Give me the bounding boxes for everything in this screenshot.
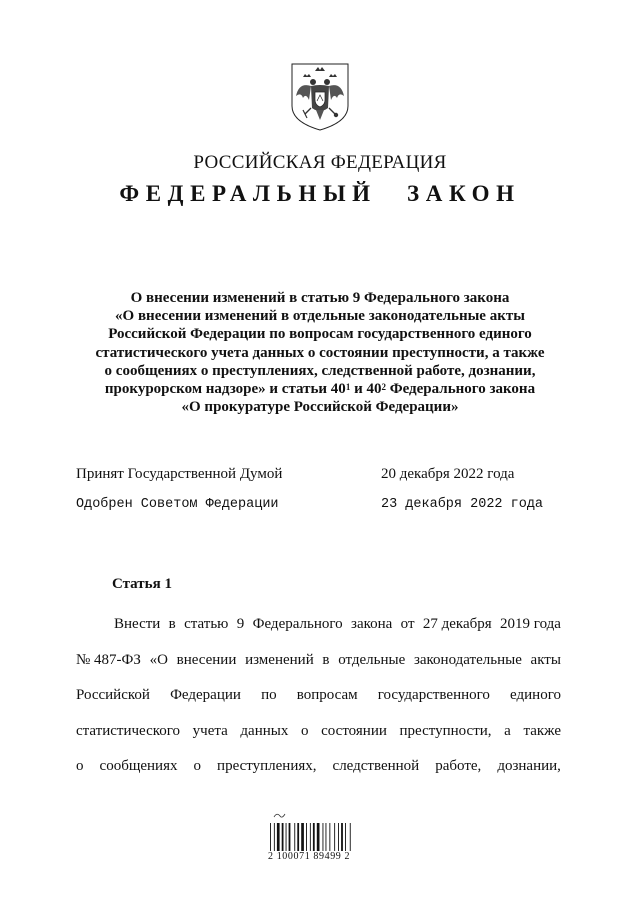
article-heading: Статья 1: [112, 576, 172, 592]
paragraph-word: преступлениях,: [217, 758, 317, 774]
paragraph-line: [76, 749, 561, 785]
paragraph-word: от: [400, 616, 415, 632]
barcode-bar: [341, 823, 343, 851]
barcode-bar: [317, 823, 320, 851]
law-title: [80, 289, 560, 416]
paragraph-word: внесении: [176, 651, 237, 668]
council-label: Одобрен Советом Федерации: [76, 497, 279, 512]
barcode-bar: [326, 823, 327, 851]
law-title-line: Российской Федерации по вопросам государственного единого: [108, 326, 532, 343]
paragraph-word: также: [523, 722, 561, 739]
barcode-bar: [338, 823, 339, 851]
barcode-bar: [270, 823, 271, 851]
law-title-part: и 40: [350, 381, 382, 398]
document-type: [0, 181, 640, 207]
paragraph-word: 2019 года: [500, 616, 561, 632]
barcode-bar: [282, 823, 284, 851]
country-name: РОССИЙСКАЯ ФЕДЕРАЦИЯ: [193, 152, 447, 173]
paragraph-word: № 487-ФЗ: [76, 651, 141, 668]
paragraph-word: вопросам: [296, 687, 358, 703]
barcode-bar: [294, 823, 295, 851]
paragraph-line: [76, 678, 561, 714]
barcode-bar: [323, 823, 324, 851]
barcode-mark: [274, 814, 285, 817]
paragraph-word: 27 декабря: [422, 616, 492, 632]
barcode-number: 2 100071 89499 2: [268, 851, 351, 862]
law-title-line: О внесении изменений в статью 9 Федерального закона: [130, 290, 510, 306]
paragraph-word: работе,: [435, 758, 482, 774]
paragraph-word: в: [168, 616, 176, 632]
paragraph-word: Российской: [76, 687, 150, 703]
article-paragraph: [76, 607, 561, 785]
paragraph-word: состоянии: [321, 722, 387, 739]
paragraph-word: изменений: [245, 651, 314, 668]
law-title-line: о сообщениях о преступлениях, следственной работе, дознании,: [104, 362, 536, 379]
paragraph-line: [76, 643, 561, 679]
coat-of-arms-icon: [289, 62, 351, 132]
paragraph-word: 9: [236, 616, 245, 632]
paragraph-word: по: [261, 687, 277, 703]
paragraph-word: в: [322, 651, 330, 668]
paragraph-word: статью: [184, 616, 229, 632]
superscript: 2: [381, 382, 386, 393]
barcode-bar: [297, 823, 299, 851]
barcode-bar: [313, 823, 315, 851]
paragraph-word: а: [504, 722, 511, 739]
paragraph-word: единого: [510, 687, 561, 703]
barcode-bar: [306, 823, 307, 851]
paragraph-word: Федерации: [170, 687, 241, 703]
duma-date: 20 декабря 2022 года: [381, 466, 515, 482]
law-title-part: прокурорском надзоре» и статьи 40: [104, 381, 346, 398]
paragraph-word: отдельные: [338, 651, 406, 668]
document-type-word2: ЗАКОН: [407, 181, 521, 206]
paragraph-word: Федерального: [252, 616, 343, 632]
barcode-bar: [310, 823, 311, 851]
law-title-line: статистического учета данных о состоянии преступности, а также: [95, 344, 545, 361]
paragraph-word: «О: [149, 651, 168, 668]
barcode-bar: [345, 823, 346, 851]
law-title-line: «О внесении изменений в отдельные законодательные акты: [115, 308, 525, 325]
paragraph-line: [76, 607, 561, 643]
superscript: 1: [345, 382, 351, 393]
barcode: [268, 811, 368, 853]
council-date: 23 декабря 2022 года: [381, 497, 544, 512]
barcode-bar: [329, 823, 330, 851]
barcode-bar: [286, 823, 287, 851]
paragraph-word: законодательные: [413, 651, 522, 668]
barcode-bar: [277, 823, 280, 851]
paragraph-word: о: [193, 758, 202, 774]
document-type-word1: ФЕДЕРАЛЬНЫЙ: [119, 181, 377, 206]
paragraph-word: закона: [351, 616, 393, 632]
paragraph-word: статистического: [76, 722, 181, 739]
barcode-bar: [301, 823, 304, 851]
paragraph-word: следственной: [332, 758, 420, 774]
paragraph-word: акты: [530, 651, 561, 668]
barcode-bar: [289, 823, 291, 851]
barcode-bar: [350, 823, 351, 851]
duma-label: Принят Государственной Думой: [76, 466, 283, 482]
paragraph-word: дознании,: [497, 758, 561, 774]
paragraph-word: государственного: [377, 687, 490, 703]
paragraph-word: о: [301, 722, 309, 739]
law-title-line: «О прокуратуре Российской Федерации»: [181, 399, 459, 416]
paragraph-word: учета: [192, 722, 228, 739]
paragraph-word: данных: [240, 722, 289, 739]
barcode-bar: [274, 823, 275, 851]
paragraph-word: о: [76, 758, 84, 774]
paragraph-word: Внести: [114, 616, 161, 632]
paragraph-line: [76, 714, 561, 750]
paragraph-word: преступности,: [399, 722, 492, 739]
law-title-part: Федерального закона: [385, 381, 536, 398]
barcode-bar: [334, 823, 335, 851]
law-title-line: [80, 380, 560, 398]
paragraph-word: сообщениях: [99, 758, 178, 774]
